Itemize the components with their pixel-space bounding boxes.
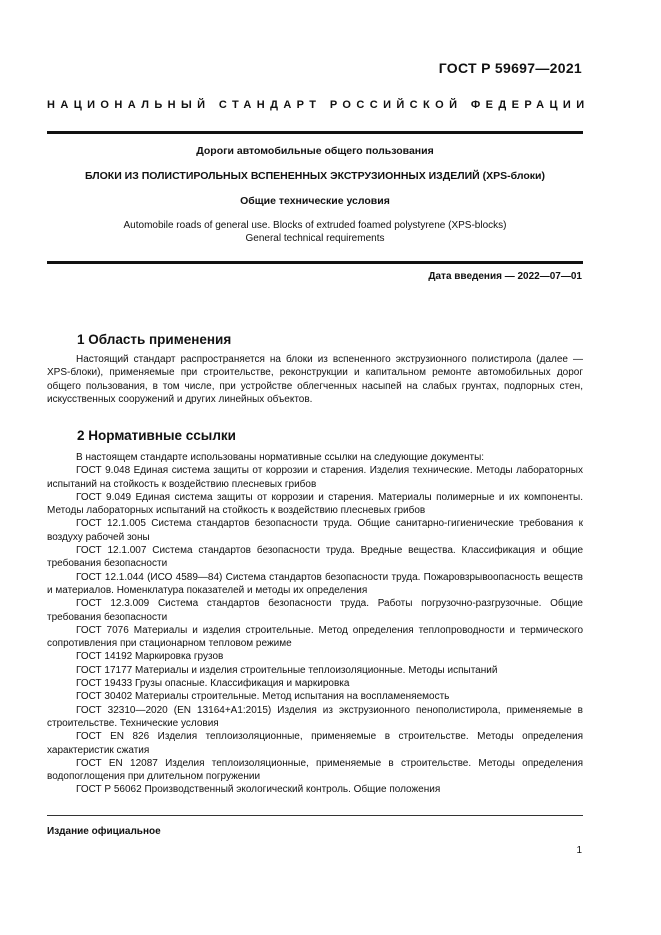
top-rule — [47, 131, 583, 134]
reference-item: ГОСТ Р 56062 Производственный экологический контроль. Общие положения — [76, 784, 441, 796]
official-edition-label: Издание официальное — [47, 826, 161, 837]
reference-item: ГОСТ 12.1.044 (ИСО 4589—84) Система стандартов безопасности труда. Пожаровзрывоопасность веществ и материалов. Номенклатура показателей и методы их определения — [47, 571, 583, 596]
national-standard-banner: НАЦИОНАЛЬНЫЙ СТАНДАРТ РОССИЙСКОЙ ФЕДЕРАЦИИ — [47, 99, 590, 111]
reference-item: ГОСТ 17177 Материалы и изделия строительные теплоизоляционные. Методы испытаний — [76, 664, 498, 676]
title-line-2: БЛОКИ ИЗ ПОЛИСТИРОЛЬНЫХ ВСПЕНЕННЫХ ЭКСТРУЗИОННЫХ ИЗДЕЛИЙ (XPS-блоки) — [84, 170, 546, 182]
english-title-line-1: Automobile roads of general use. Blocks of extruded foamed polystyrene (XPS-blocks) — [123, 220, 507, 231]
paragraph: В настоящем стандарте использованы нормативные ссылки на следующие документы: — [76, 452, 485, 463]
reference-item: ГОСТ 19433 Грузы опасные. Классификация и маркировка — [76, 678, 350, 690]
section-2-body — [47, 451, 583, 797]
paragraph: Настоящий стандарт распространяется на блоки из вспененного экструзионного полистирола (далее — XPS-блоки), применяемые при строительстве, реконструкции и капитальном ремонте автомобильных дорог общего пользования, в том числе, при устройстве облегченных насыпей на слабых грунтах, подпорных стен, искусственных сооружений и других линейных объектов. — [47, 354, 583, 405]
title-line-3: Общие технические условия — [240, 195, 390, 207]
reference-item: ГОСТ 14192 Маркировка грузов — [76, 651, 224, 663]
reference-item: ГОСТ 12.1.005 Система стандартов безопасности труда. Общие санитарно-гигиенические требования к воздуху рабочей зоны — [47, 518, 583, 543]
reference-item: ГОСТ 9.048 Единая система защиты от коррозии и старения. Изделия технические. Методы лабораторных испытаний на стойкость к воздействию плесневых грибов — [47, 465, 583, 490]
section-2-heading: 2 Нормативные ссылки — [77, 428, 236, 443]
footer-rule — [47, 815, 583, 816]
english-title-line-2: General technical requirements — [245, 233, 385, 244]
title-bottom-rule — [47, 261, 583, 264]
reference-item: ГОСТ 12.1.007 Система стандартов безопасности труда. Вредные вещества. Классификация и общие требования безопасности — [47, 545, 583, 570]
section-1-heading: 1 Область применения — [77, 332, 232, 347]
title-line-1: Дороги автомобильные общего пользования — [196, 145, 434, 157]
reference-item: ГОСТ 9.049 Единая система защиты от коррозии и старения. Материалы полимерные и их компоненты. Методы лабораторных испытаний на стойкость к воздействию плесневых грибов — [47, 491, 583, 517]
section-1-body — [47, 353, 583, 406]
standard-number: ГОСТ Р 59697—2021 — [438, 60, 582, 76]
reference-item: ГОСТ EN 12087 Изделия теплоизоляционные, применяемые в строительстве. Методы определения водопоглощения при длительном погружении — [47, 757, 583, 783]
reference-item: ГОСТ 30402 Материалы строительные. Метод испытания на воспламеняемость — [76, 691, 450, 703]
introduction-date: Дата введения — 2022—07—01 — [428, 271, 582, 282]
page-number: 1 — [576, 845, 582, 856]
reference-item: ГОСТ 32310—2020 (EN 13164+A1:2015) Изделия из экструзионного пенополистирола, применяемые в строительстве. Технические условия — [47, 704, 583, 729]
reference-item: ГОСТ EN 826 Изделия теплоизоляционные, применяемые в строительстве. Методы определения характеристик сжатия — [47, 731, 583, 756]
english-title — [47, 219, 583, 245]
reference-item: ГОСТ 12.3.009 Система стандартов безопасности труда. Работы погрузочно-разгрузочные. Общие требования безопасности — [47, 598, 583, 623]
reference-item: ГОСТ 7076 Материалы и изделия строительные. Метод определения теплопроводности и термического сопротивления при стационарном тепловом режиме — [47, 624, 583, 650]
